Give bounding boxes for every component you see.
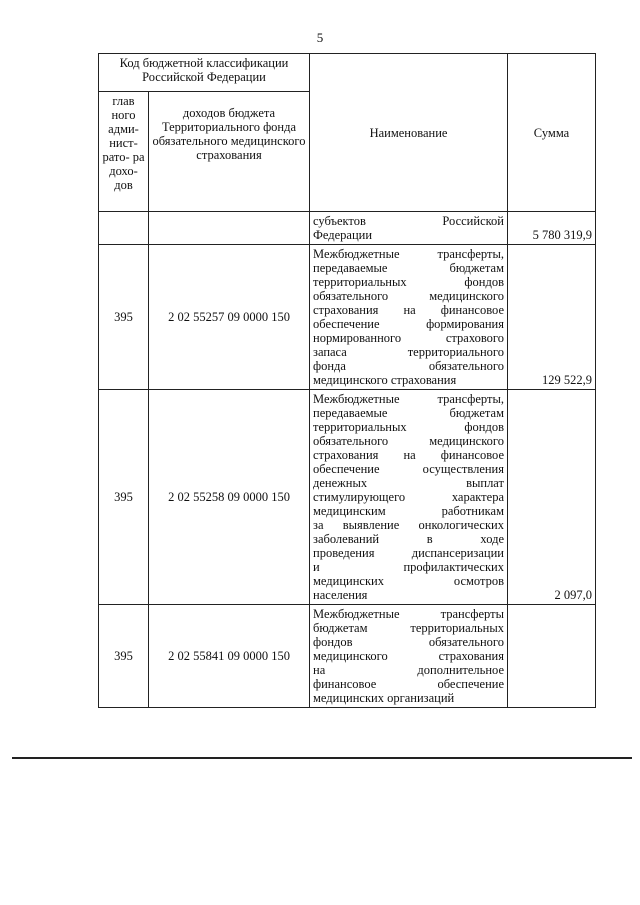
table-row xyxy=(99,390,596,605)
name-line: населения xyxy=(313,588,368,602)
name-line: на дополнительное xyxy=(313,663,504,677)
sum-cell xyxy=(508,605,596,708)
budget-table xyxy=(98,53,596,708)
name-line: стимулирующего характера xyxy=(313,490,504,504)
name-cell xyxy=(310,212,508,245)
name-line: Межбюджетные трансферты xyxy=(313,607,504,621)
name-line: обязательного медицинского xyxy=(313,289,504,303)
table-row xyxy=(99,245,596,390)
name-line: Межбюджетные трансферты, xyxy=(313,247,504,261)
table-row xyxy=(99,605,596,708)
header-income: доходов бюджета Территориального фонда обязательного медицинского страхования xyxy=(149,92,310,212)
admin-code-cell: 395 xyxy=(99,605,149,708)
budget-code-cell: 2 02 55841 09 0000 150 xyxy=(149,605,310,708)
name-line: медицинских организаций xyxy=(313,691,455,705)
name-line: медицинского страхования xyxy=(313,373,457,387)
header-sum: Сумма xyxy=(508,54,596,212)
page-divider xyxy=(12,757,632,759)
name-line: запаса территориального xyxy=(313,345,504,359)
name-line: Межбюджетные трансферты, xyxy=(313,392,504,406)
name-line: фонда обязательного xyxy=(313,359,504,373)
name-line: страхования на финансовое xyxy=(313,448,504,462)
name-cell xyxy=(310,245,508,390)
budget-code-cell xyxy=(149,212,310,245)
name-line: медицинского страхования xyxy=(313,649,504,663)
name-line: нормированного страхового xyxy=(313,331,504,345)
name-line: за выявление онкологических xyxy=(313,518,504,532)
admin-code-cell: 395 xyxy=(99,245,149,390)
name-line: проведения диспансеризации xyxy=(313,546,504,560)
name-line: обеспечение осуществления xyxy=(313,462,504,476)
name-line: субъектов Российской xyxy=(313,214,504,228)
budget-code-cell: 2 02 55258 09 0000 150 xyxy=(149,390,310,605)
name-line: передаваемые бюджетам xyxy=(313,406,504,420)
name-line: страхования на финансовое xyxy=(313,303,504,317)
admin-code-cell: 395 xyxy=(99,390,149,605)
name-line: бюджетам территориальных xyxy=(313,621,504,635)
name-line: заболеваний в ходе xyxy=(313,532,504,546)
sum-cell: 2 097,0 xyxy=(508,390,596,605)
name-line: и профилактических xyxy=(313,560,504,574)
budget-code-cell: 2 02 55257 09 0000 150 xyxy=(149,245,310,390)
sum-cell: 5 780 319,9 xyxy=(508,212,596,245)
table-row xyxy=(99,212,596,245)
name-line: передаваемые бюджетам xyxy=(313,261,504,275)
header-name: Наименование xyxy=(310,54,508,212)
name-line: Федерации xyxy=(313,228,373,242)
header-admin: глав ного адми- нист- рато- ра дохо- дов xyxy=(99,92,149,212)
name-line: медицинским работникам xyxy=(313,504,504,518)
name-line: территориальных фондов xyxy=(313,420,504,434)
name-line: фондов обязательного xyxy=(313,635,504,649)
name-line: территориальных фондов xyxy=(313,275,504,289)
name-cell xyxy=(310,605,508,708)
sum-cell: 129 522,9 xyxy=(508,245,596,390)
name-line: обеспечение формирования xyxy=(313,317,504,331)
name-line: финансовое обеспечение xyxy=(313,677,504,691)
name-line: обязательного медицинского xyxy=(313,434,504,448)
name-cell xyxy=(310,390,508,605)
page-number: 5 xyxy=(316,30,324,45)
name-line: денежных выплат xyxy=(313,476,504,490)
header-code-group: Код бюджетной классификации Российской Федерации xyxy=(99,54,310,92)
name-line: медицинских осмотров xyxy=(313,574,504,588)
admin-code-cell xyxy=(99,212,149,245)
